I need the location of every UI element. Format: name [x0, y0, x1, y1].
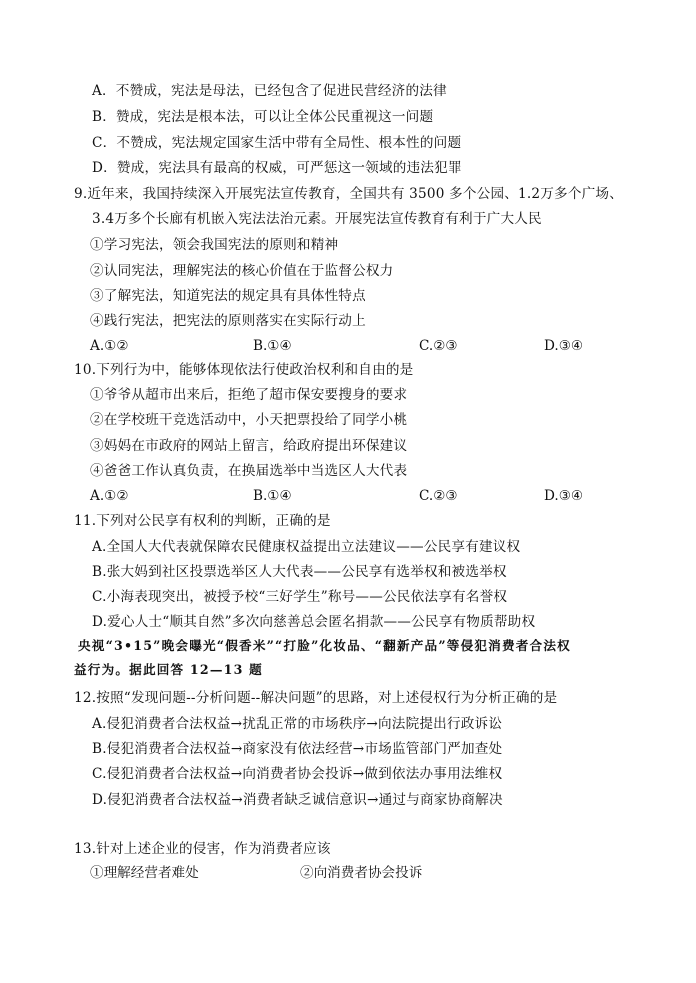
q9-choice-c: C.②③ — [419, 338, 458, 354]
q9-choice-d: D.③④ — [544, 338, 584, 354]
q12-stem: 12.按照“发现问题--分析问题--解决问题”的思路，对上述侵权行为分析正确的是 — [74, 690, 558, 706]
q9-item-4: ④践行宪法，把宪法的原则落实在实际行动上 — [90, 313, 366, 329]
q9-choices — [90, 337, 584, 355]
q11-option-a: A.全国人大代表就保障农民健康权益提出立法建议——公民享有建议权 — [92, 539, 521, 555]
q10-choice-a: A.①② — [90, 488, 129, 504]
q13-items — [90, 864, 490, 882]
q8-option-a: A．不赞成，宪法是母法，已经包含了促进民营经济的法律 — [92, 83, 447, 99]
q11-stem: 11.下列对公民享有权利的判断，正确的是 — [74, 513, 331, 529]
q9-stem-line2: 3.4万多个长廊有机嵌入宪法法治元素。开展宪法宣传教育有利于广大人民 — [92, 211, 542, 227]
q10-choice-d: D.③④ — [544, 488, 584, 504]
q9-stem-line1: 9.近年来，我国持续深入开展宪法宣传教育，全国共有 3500 多个公园、1.2万多个广场、 — [74, 186, 624, 202]
q13-stem: 13.针对上述企业的侵害，作为消费者应该 — [74, 841, 331, 857]
q9-item-3: ③了解宪法，知道宪法的规定具有具体性特点 — [90, 288, 366, 304]
q10-item-2: ②在学校班干竞选活动中，小天把票投给了同学小桃 — [90, 412, 408, 428]
q10-stem: 10.下列行为中，能够体现依法行使政治权利和自由的是 — [74, 362, 414, 378]
q11-option-c: C.小海表现突出，被授予校“三好学生”称号——公民依法享有名誉权 — [92, 589, 508, 605]
q10-item-3: ③妈妈在市政府的网站上留言，给政府提出环保建议 — [90, 438, 408, 454]
q12-option-a: A.侵犯消费者合法权益→扰乱正常的市场秩序→向法院提出行政诉讼 — [92, 716, 503, 732]
material-intro-line2: 益行为。据此回答 12—13 题 — [74, 662, 263, 677]
q9-choice-b: B.①④ — [253, 338, 292, 354]
q8-option-d: D．赞成，宪法具有最高的权威，可严惩这一领域的违法犯罪 — [92, 160, 462, 176]
q10-item-1: ①爷爷从超市出来后，拒绝了超市保安要搜身的要求 — [90, 387, 408, 403]
q9-choice-a: A.①② — [90, 338, 129, 354]
q12-option-d: D.侵犯消费者合法权益→消费者缺乏诚信意识→通过与商家协商解决 — [92, 792, 503, 808]
q12-option-b: B.侵犯消费者合法权益→商家没有依法经营→市场监管部门严加查处 — [92, 741, 503, 757]
q10-choices — [90, 487, 584, 505]
q10-choice-b: B.①④ — [253, 488, 292, 504]
q11-option-d: D.爱心人士“顺其自然”多次向慈善总会匿名捐款——公民享有物质帮助权 — [92, 614, 536, 630]
q10-item-4: ④爸爸工作认真负责，在换届选举中当选区人大代表 — [90, 463, 408, 479]
q13-item-1: ①理解经营者难处 — [90, 865, 199, 881]
q11-option-b: B.张大妈到社区投票选举区人大代表——公民享有选举权和被选举权 — [92, 564, 507, 580]
q9-item-2: ②认同宪法，理解宪法的核心价值在于监督公权力 — [90, 263, 394, 279]
q8-option-c: C．不赞成，宪法规定国家生活中带有全局性、根本性的问题 — [92, 135, 462, 151]
material-intro-line1: 央视“3•15”晚会曝光“假香米”“打脸”化妆品、“翻新产品”等侵犯消费者合法权 — [78, 638, 571, 653]
q8-option-b: B．赞成，宪法是根本法，可以让全体公民重视这一问题 — [92, 109, 434, 125]
q9-item-1: ①学习宪法，领会我国宪法的原则和精神 — [90, 237, 339, 253]
q13-item-2: ②向消费者协会投诉 — [300, 865, 423, 881]
q10-choice-c: C.②③ — [419, 488, 458, 504]
q12-option-c: C.侵犯消费者合法权益→向消费者协会投诉→做到依法办事用法维权 — [92, 766, 503, 782]
